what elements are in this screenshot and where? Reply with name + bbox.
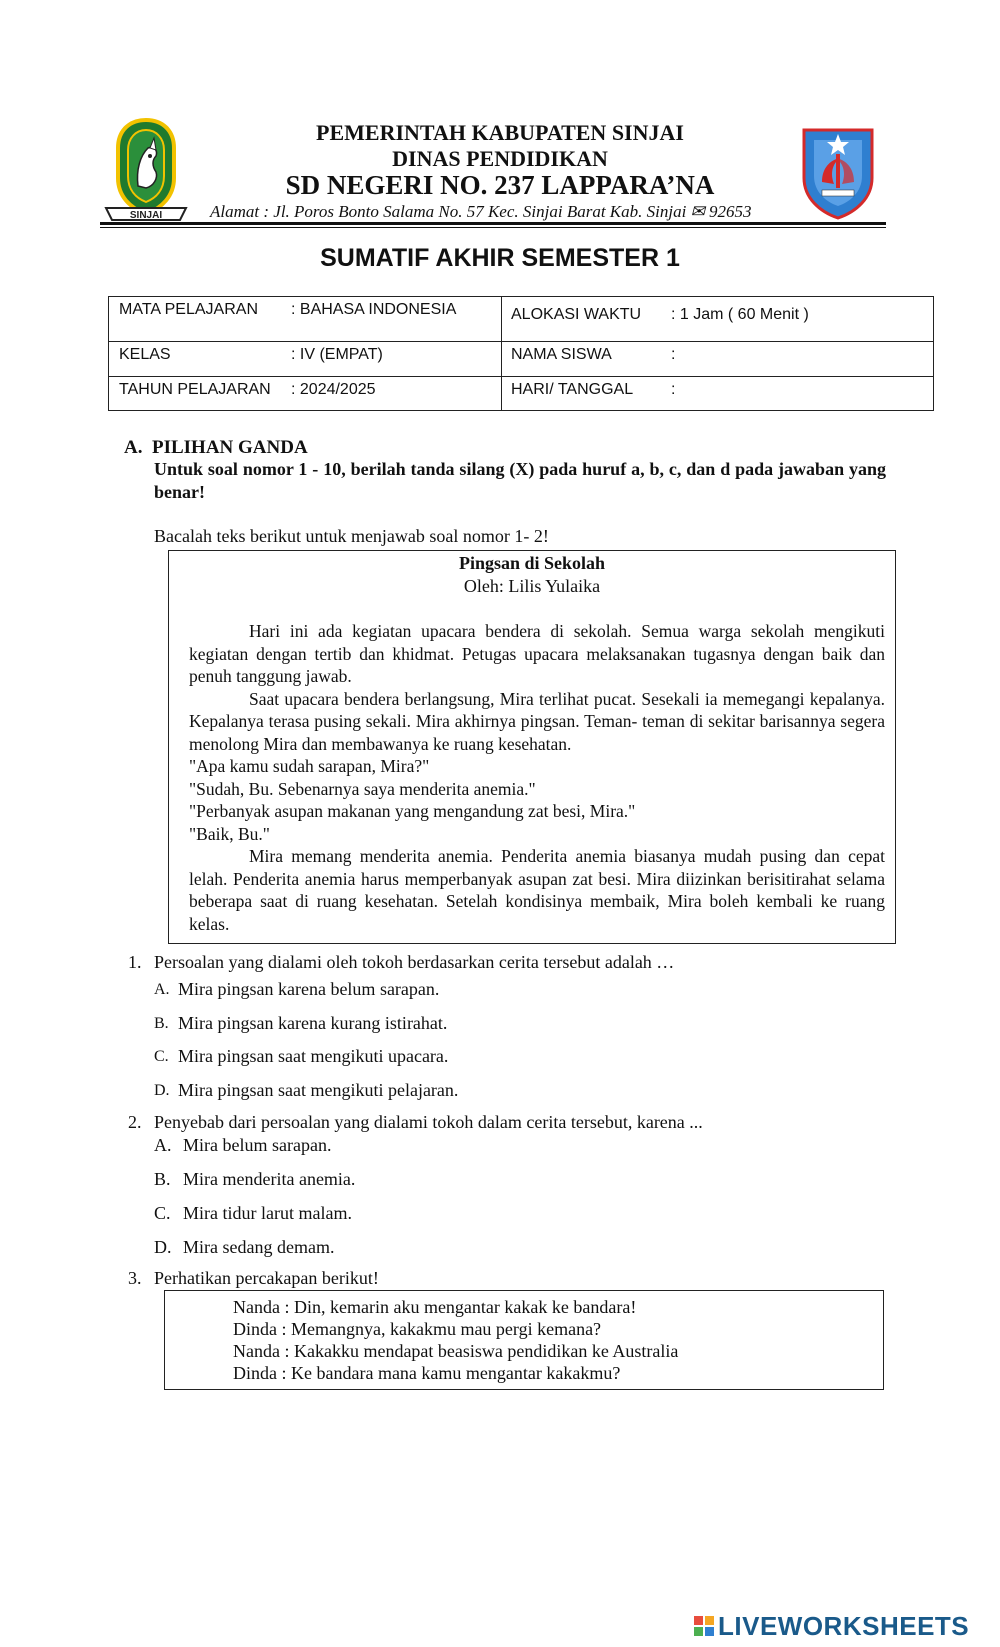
- question-text: Penyebab dari persoalan yang dialami tokoh dalam cerita tersebut, karena ...: [154, 1112, 703, 1132]
- story-title: Pingsan di Sekolah: [458, 553, 606, 573]
- question-number: 2.: [128, 1112, 142, 1132]
- watermark-text: LIVEWORKSHEETS: [718, 1610, 970, 1641]
- option-text[interactable]: Mira tidur larut malam.: [183, 1203, 352, 1223]
- story-box: [168, 550, 896, 944]
- question-number: 1.: [128, 952, 142, 972]
- option-letter[interactable]: C.: [154, 1203, 171, 1223]
- option-letter[interactable]: D.: [154, 1082, 170, 1099]
- story-dialog-line: "Sudah, Bu. Sebenarnya saya menderita anemia.": [189, 778, 536, 799]
- story-paragraph: Hari ini ada kegiatan upacara bendera di sekolah. Semua warga sekolah mengikuti kegiatan dengan tertib dan khidmat. Petugas upacara melaksanakan tugasnya dengan baik dan penuh tanggung jawab.: [189, 621, 885, 686]
- option-text[interactable]: Mira pingsan karena kurang istirahat.: [178, 1013, 448, 1033]
- option-letter[interactable]: A.: [154, 981, 170, 998]
- liveworksheets-logo-icon: [694, 1616, 714, 1636]
- letterhead-rule-thin: [100, 227, 886, 228]
- option-text[interactable]: Mira sedang demam.: [183, 1237, 335, 1257]
- question-text: Persoalan yang dialami oleh tokoh berdasarkan cerita tersebut adalah …: [154, 952, 675, 972]
- letterhead-school-name: SD NEGERI NO. 237 LAPPARA’NA: [285, 170, 715, 200]
- year-value: : 2024/2025: [291, 381, 376, 398]
- option-text[interactable]: Mira belum sarapan.: [183, 1135, 332, 1155]
- liveworksheets-watermark: [694, 1612, 969, 1640]
- option-text[interactable]: Mira pingsan karena belum sarapan.: [178, 979, 440, 999]
- story-body: [189, 620, 885, 935]
- date-field[interactable]: :: [671, 381, 676, 398]
- section-a-instruction: Untuk soal nomor 1 - 10, berilah tanda silang (X) pada huruf a, b, c, dan d pada jawaban yang benar!: [154, 459, 886, 502]
- class-label: KELAS: [119, 346, 171, 363]
- letterhead-address: Alamat : Jl. Poros Bonto Salama No. 57 Kec. Sinjai Barat Kab. Sinjai ✉ 92653: [210, 202, 752, 221]
- conversation-line: Nanda : Kakakku mendapat beasiswa pendidikan ke Australia: [233, 1341, 679, 1361]
- option-text[interactable]: Mira pingsan saat mengikuti upacara.: [178, 1046, 449, 1066]
- conversation-line: Dinda : Ke bandara mana kamu mengantar kakakmu?: [233, 1363, 621, 1383]
- option-letter[interactable]: B.: [154, 1015, 169, 1032]
- document-title: SUMATIF AKHIR SEMESTER 1: [320, 244, 680, 272]
- story-dialog-line: "Perbanyak asupan makanan yang mengandung zat besi, Mira.": [189, 801, 636, 821]
- class-value: : IV (EMPAT): [291, 346, 383, 363]
- story-paragraph: Saat upacara bendera berlangsung, Mira terlihat pucat. Sesekali ia memegangi kepalanya. Kepalanya terasa pusing sekali. Mira akhirnya pingsan. Teman- teman di sekitar barisannya segera menolong Mira dan membawanya ke ruang kesehatan.: [189, 688, 885, 754]
- option-letter[interactable]: D.: [154, 1237, 172, 1257]
- subject-value: : BAHASA INDONESIA: [291, 301, 457, 318]
- conversation-line: Nanda : Din, kemarin aku mengantar kakak ke bandara!: [233, 1297, 637, 1317]
- subject-label: MATA PELAJARAN: [119, 301, 258, 318]
- story-paragraph: Mira memang menderita anemia. Penderita anemia biasanya mudah pusing dan cepat lelah. Penderita anemia harus memperbanyak asupan zat besi. Mira diizinkan berisitirahat selama beberapa saat di ruang kesehatan. Setelah kondisinya membaik, Mira boleh kembali ke ruang kelas.: [189, 846, 885, 934]
- option-text[interactable]: Mira pingsan saat mengikuti pelajaran.: [178, 1080, 459, 1100]
- time-label: ALOKASI WAKTU: [511, 306, 642, 323]
- student-name-label: NAMA SISWA: [511, 346, 612, 363]
- time-value: : 1 Jam ( 60 Menit ): [671, 306, 809, 323]
- conversation-line: Dinda : Memangnya, kakakmu mau pergi kemana?: [233, 1319, 602, 1339]
- exam-info-table: [108, 296, 934, 411]
- letterhead-department: DINAS PENDIDIKAN: [392, 146, 608, 171]
- letterhead-government: PEMERINTAH KABUPATEN SINJAI: [316, 120, 684, 145]
- svg-text:SINJAI: SINJAI: [129, 210, 163, 221]
- date-label: HARI/ TANGGAL: [511, 381, 634, 398]
- option-letter[interactable]: C.: [154, 1048, 169, 1065]
- question-text: Perhatikan percakapan berikut!: [154, 1268, 379, 1288]
- option-text[interactable]: Mira menderita anemia.: [183, 1169, 356, 1189]
- section-a-heading: [124, 437, 308, 459]
- story-author: Oleh: Lilis Yulaika: [463, 576, 601, 596]
- story-dialog-line: "Apa kamu sudah sarapan, Mira?": [189, 756, 430, 776]
- year-label: TAHUN PELAJARAN: [119, 381, 271, 398]
- question-number: 3.: [128, 1268, 142, 1288]
- section-a-title: PILIHAN GANDA: [151, 437, 308, 458]
- letterhead-rule-thick: [100, 222, 886, 225]
- story-dialog-line: "Baik, Bu.": [189, 823, 270, 844]
- conversation-box: [164, 1290, 884, 1390]
- read-instruction: Bacalah teks berikut untuk menjawab soal nomor 1- 2!: [154, 526, 549, 546]
- option-letter[interactable]: B.: [154, 1169, 171, 1189]
- option-letter[interactable]: A.: [154, 1135, 172, 1155]
- student-name-field[interactable]: :: [671, 346, 676, 363]
- section-a-letter: A.: [124, 437, 143, 458]
